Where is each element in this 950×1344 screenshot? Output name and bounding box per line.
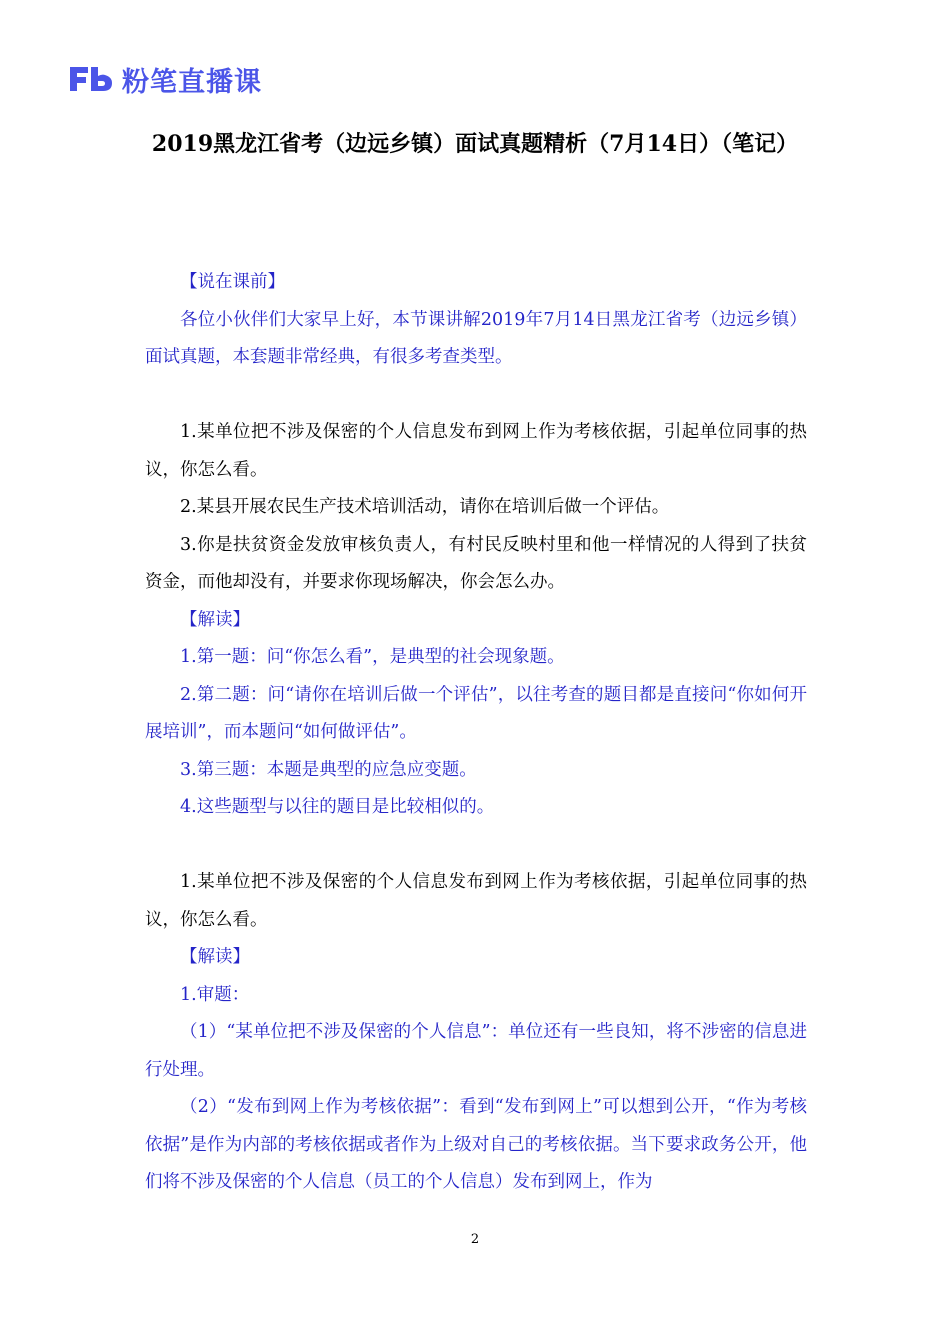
brand-logo <box>68 62 262 96</box>
paragraph: 1.审题： <box>180 984 250 1005</box>
paragraph-gap <box>145 827 807 865</box>
paragraph: 1.第一题：问“你怎么看”，是典型的社会现象题。 <box>180 647 565 667</box>
fb-logo-icon <box>68 65 114 93</box>
paragraph: 【解读】 <box>180 947 250 967</box>
paragraph: （1）“某单位把不涉及保密的个人信息”：单位还有一些良知，将不涉密的信息进行处理。 <box>145 1022 807 1080</box>
paragraph: 4.这些题型与以往的题目是比较相似的。 <box>180 797 495 817</box>
paragraph: 3.你是扶贫资金发放审核负责人，有村民反映村里和他一样情况的人得到了扶贫资金，而他却没有，并要求你现场解决，你会怎么办。 <box>145 534 807 592</box>
paragraph: 【说在课前】 <box>180 272 285 292</box>
paragraph: 1.某单位把不涉及保密的个人信息发布到网上作为考核依据，引起单位同事的热议，你怎么看。 <box>145 422 807 480</box>
paragraph: 3.第三题：本题是典型的应急应变题。 <box>180 759 477 780</box>
paragraph: 2.第二题：问“请你在培训后做一个评估”，以往考查的题目都是直接问“你如何开展培训”，而本题问“如何做评估”。 <box>145 684 807 742</box>
document-body <box>145 264 807 1202</box>
logo-text: 粉笔直播课 <box>122 66 262 98</box>
paragraph: 2.某县开展农民生产技术培训活动，请你在培训后做一个评估。 <box>180 497 670 517</box>
paragraph: （2）“发布到网上作为考核依据”：看到“发布到网上”可以想到公开，“作为考核依据”是作为内部的考核依据或者作为上级对自己的考核依据。当下要求政务公开，他们将不涉及保密的个人信息（员工的个人信息）发布到网上，作为 <box>145 1097 807 1192</box>
paragraph-gap <box>145 377 807 415</box>
paragraph: 各位小伙伴们大家早上好，本节课讲解2019年7月14日黑龙江省考（边远乡镇）面试真题，本套题非常经典，有很多考查类型。 <box>145 309 807 367</box>
page-number: 2 <box>470 1232 480 1247</box>
paragraph: 【解读】 <box>180 609 250 630</box>
document-title: 2019黑龙江省考（边远乡镇）面试真题精析（7月14日）（笔记） <box>151 131 799 157</box>
paragraph: 1.某单位把不涉及保密的个人信息发布到网上作为考核依据，引起单位同事的热议，你怎么看。 <box>145 872 807 930</box>
